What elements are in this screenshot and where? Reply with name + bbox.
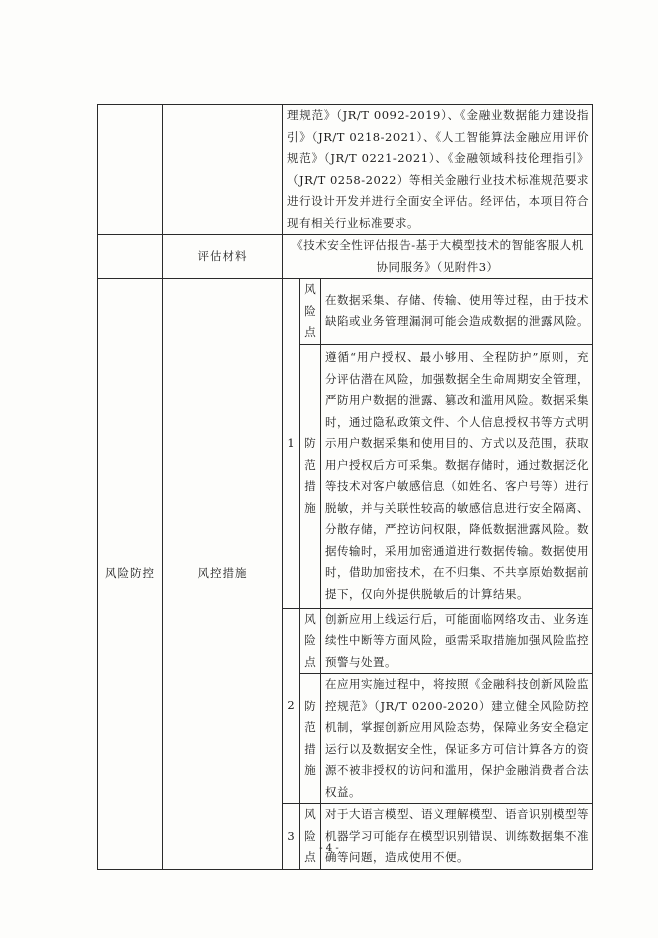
item-number: 1 [283,279,300,609]
top-row [98,105,593,235]
risk-point-label: 风 险 点 [300,608,321,674]
page-number: - 4 - [319,843,339,854]
risk-subcategory-label: 风控措施 [163,279,283,870]
assessment-text: 《技术安全性评估报告-基于大模型技术的智能客服人机协同服务》（见附件3） [283,235,593,279]
content-table [97,104,593,870]
measure-label: 防 范 措 施 [300,344,321,608]
item-number: 3 [283,804,300,870]
empty-category-cell [98,105,163,235]
assessment-row [98,235,593,279]
empty-subcategory-cell [163,105,283,235]
risk-point-label: 风 险 点 [300,279,321,345]
measure-label: 防 范 措 施 [300,674,321,804]
risk-point-text: 创新应用上线运行后，可能面临网络攻击、业务连续性中断等方面风险，亟需采取措施加强风险监控预警与处置。 [321,608,593,674]
risk-point-label: 风 险 点 [300,804,321,870]
empty-category-cell [98,235,163,279]
item-number: 2 [283,608,300,804]
risk-category-label: 风险防控 [98,279,163,870]
standards-text: 理规范》（JR/T 0092-2019）、《金融业数据能力建设指引》（JR/T 0218-2021）、《人工智能算法金融应用评价规范》（JR/T 0221-2021）、《金融领域科技伦理指引》（JR/T 0258-2022）等相关金融行业技术标准规范要求进行设计开发并进行全面安全评估。经评估，本项目符合现有相关行业标准要求。 [283,105,593,235]
measure-text: 遵循“用户授权、最小够用、全程防护”原则，充分评估潜在风险，加强数据全生命周期安全管理，严防用户数据的泄露、篡改和滥用风险。数据采集时，通过隐私政策文件、个人信息授权书等方式明示用户数据采集和使用目的、方式以及范围，获取用户授权后方可采集。数据存储时，通过数据泛化等技术对客户敏感信息（如姓名、客户号等）进行脱敏，并与关联性较高的敏感信息进行安全隔离、分散存储，严控访问权限，降低数据泄露风险。数据传输时，采用加密通道进行数据传输。数据使用时，借助加密技术，在不归集、不共享原始数据前提下，仅向外提供脱敏后的计算结果。 [321,344,593,608]
measure-text: 在应用实施过程中，将按照《金融科技创新风险监控规范》（JR/T 0200-2020）建立健全风险防控机制，掌握创新应用风险态势，保障业务安全稳定运行以及数据安全性，保证多方可信计算各方的资源不被非授权的访问和滥用，保护金融消费者合法权益。 [321,674,593,804]
assessment-label: 评估材料 [163,235,283,279]
risk-point-text: 在数据采集、存储、传输、使用等过程，由于技术缺陷或业务管理漏洞可能会造成数据的泄露风险。 [321,279,593,345]
risk-row-1 [98,279,593,345]
risk-point-text: 对于大语言模型、语义理解模型、语音识别模型等机器学习可能存在模型识别错误、训练数据集不准确等问题，造成使用不便。 [321,804,593,870]
